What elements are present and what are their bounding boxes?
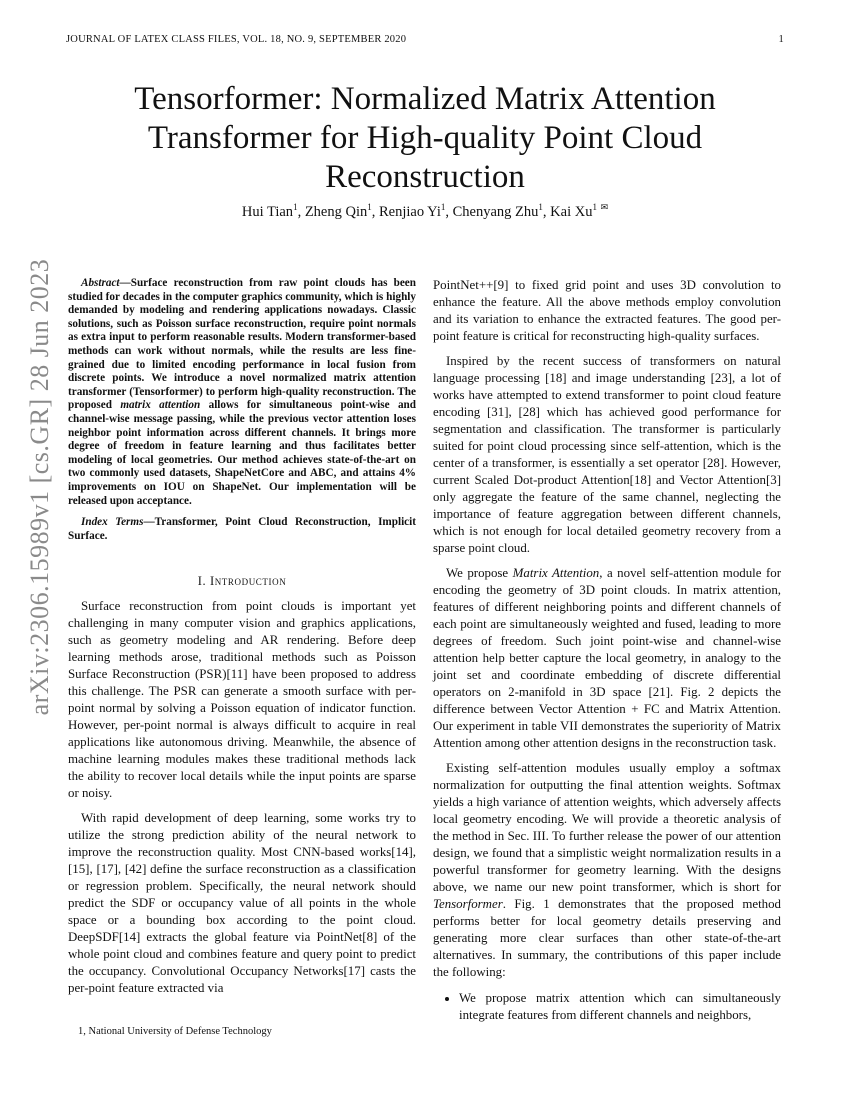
author-name: Hui Tian bbox=[241, 203, 294, 220]
running-header bbox=[66, 34, 784, 45]
arxiv-identifier: arXiv:2306.15989v1 [cs.GR] 28 Jun 2023 bbox=[25, 258, 54, 716]
right-column bbox=[433, 277, 781, 1024]
arxiv-sidebar bbox=[18, 258, 62, 716]
page-number: 1 bbox=[778, 34, 784, 45]
author-name: Kai Xu bbox=[550, 203, 593, 220]
contribution-list bbox=[433, 990, 781, 1024]
index-terms-label: Index Terms bbox=[81, 516, 144, 529]
section-heading: I. Introduction bbox=[197, 574, 287, 589]
journal-name: JOURNAL OF LATEX CLASS FILES, VOL. 18, NO. 9, SEPTEMBER 2020 bbox=[66, 34, 407, 45]
author-name: Zheng Qin bbox=[304, 203, 368, 220]
author-list: Hui Tian$^1$, Zheng Qin$^1$, Renjiao Yi$^1$, Chenyang Zhu$^1$, Kai Xu$^1$ ✉ bbox=[241, 202, 609, 220]
left-column bbox=[68, 277, 416, 997]
envelope-icon: ✉ bbox=[600, 202, 609, 212]
author-name: Renjiao Yi bbox=[378, 203, 441, 220]
body-paragraph: Surface reconstruction from point clouds is important yet challenging in many computer vision and graphics applications, such as geometry modeling and AR rendering. Before deep learning methods arose, traditional methods such as Poisson Surface Reconstruction (PSR)[11] have been proposed to address this challenge. The PSR can generate a smooth surface with per-point normal by solving a Poisson equation of indicator function. However, per-point normal is always difficult to acquire in real applications like autonomous driving. Meanwhile, the absence of machine learning modules makes these traditional methods lack the ability to recover local details while the input points are sparse or noisy. bbox=[68, 599, 416, 801]
body-paragraph: PointNet++[9] to fixed grid point and uses 3D convolution to enhance the feature. All the above methods employ convolution and its variation to enhance the extracted features. The good per-point feature is critical for reconstructing high-quality surfaces. bbox=[433, 278, 781, 343]
abstract-label: Abstract bbox=[81, 277, 120, 289]
author-name: Chenyang Zhu bbox=[452, 203, 539, 220]
index-terms: Index Terms—Transformer, Point Cloud Reconstruction, Implicit Surface. bbox=[68, 516, 416, 542]
body-paragraph: We propose Matrix Attention, a novel self-attention module for encoding the geometry of 3D point clouds. In matrix attention, features of different neighboring points and different channels of each point are simultaneously weighted and fused, leading to more degrees of freedom. Such joint point-wise and channel-wise attention help better capture the local geometry, in analogy to the joint set and coordinate embedding of discrete differential operators on 2-manifold in 3D space [21]. Fig. 2 depicts the difference between Vector Attention + FC and Matrix Attention. Our experiment in table VII demonstrates the superiority of Matrix Attention among other attention designs in the reconstruction task. bbox=[433, 566, 781, 750]
footnote: 1, National University of Defense Technology bbox=[78, 1026, 272, 1037]
body-paragraph: Inspired by the recent success of transformers on natural language processing [18] and image understanding [23], a lot of works have attempted to extend transformer to point cloud feature encoding [31], [28] which has achieved good performance for segmentation and classification. The transformer is particularly suited for point cloud processing since self-attention, which is the center of a transformer, is essentially a set operator [28]. However, current Scaled Dot-product Attention[18] and Vector Attention[3] only aggregate the feature of the same channel, neglecting the importance of feature aggregation between different channels, which is not enough for local detailed geometry recovery from a sparse point cloud. bbox=[433, 354, 781, 555]
list-item: • We propose matrix attention which can simultaneously integrate features from different channels and neighbors, bbox=[459, 990, 781, 1024]
body-paragraph: With rapid development of deep learning, some works try to utilize the strong prediction ability of the neural network to improve the reconstruction quality. Most CNN-based works[14], [15], [17], [42] define the surface reconstruction as a classification or regression problem. Specifically, the neural network should predict the SDF or occupancy value of all points in the whole space or a bounding box according to the point cloud. DeepSDF[14] extracts the global feature via PointNet[8] of the whole point cloud and combines feature and query point to predict the occupancy. Convolutional Occupancy Networks[17] casts the per-point feature extracted via bbox=[68, 811, 416, 996]
body-paragraph: Existing self-attention modules usually employ a softmax normalization for outputting the final attention weights. Softmax yields a high variance of attention weights, which adversely affects local geometry encoding. We will provide a theoretic analysis of the method in Sec. III. To further release the power of our attention design, we found that a simplistic weight normalization results in a powerful transformer for geometry learning. With the designs above, we name our new point transformer, which is short for Tensorformer. Fig. 1 demonstrates that the proposed method performs better for local geometry details preserving and generating more clear surfaces than other state-of-the-art alternatives. In summary, the contributions of this paper include the following: bbox=[433, 761, 781, 979]
paper-title: Tensorformer: Normalized Matrix Attention Transformer for High-quality Point Cloud Reconstruction bbox=[134, 81, 716, 195]
abstract: Abstract—Surface reconstruction from raw point clouds has been studied for decades in the computer graphics community, which is highly demanded by modeling and rendering applications nowadays. Classic solutions, such as Poisson surface reconstruction, require point normals as extra input to perform reasonable results. Modern transformer-based methods can work without normals, while the results are less fine-grained due to limited encoding performance in local fusion from discrete points. We introduce a novel normalized matrix attention transformer (Tensorformer) to perform high-quality reconstruction. The proposed matrix attention allows for simultaneous point-wise and channel-wise message passing, while the previous vector attention loses neighbor point information across different channels. It brings more degree of freedom in feature learning and thus facilitates better modeling of local geometries. Our method achieves state-of-the-art on two commonly used datasets, ShapeNetCore and ABC, and attains 4% improvements on IOU on ShapeNet. Our implementation will be released upon acceptance. bbox=[68, 277, 416, 507]
